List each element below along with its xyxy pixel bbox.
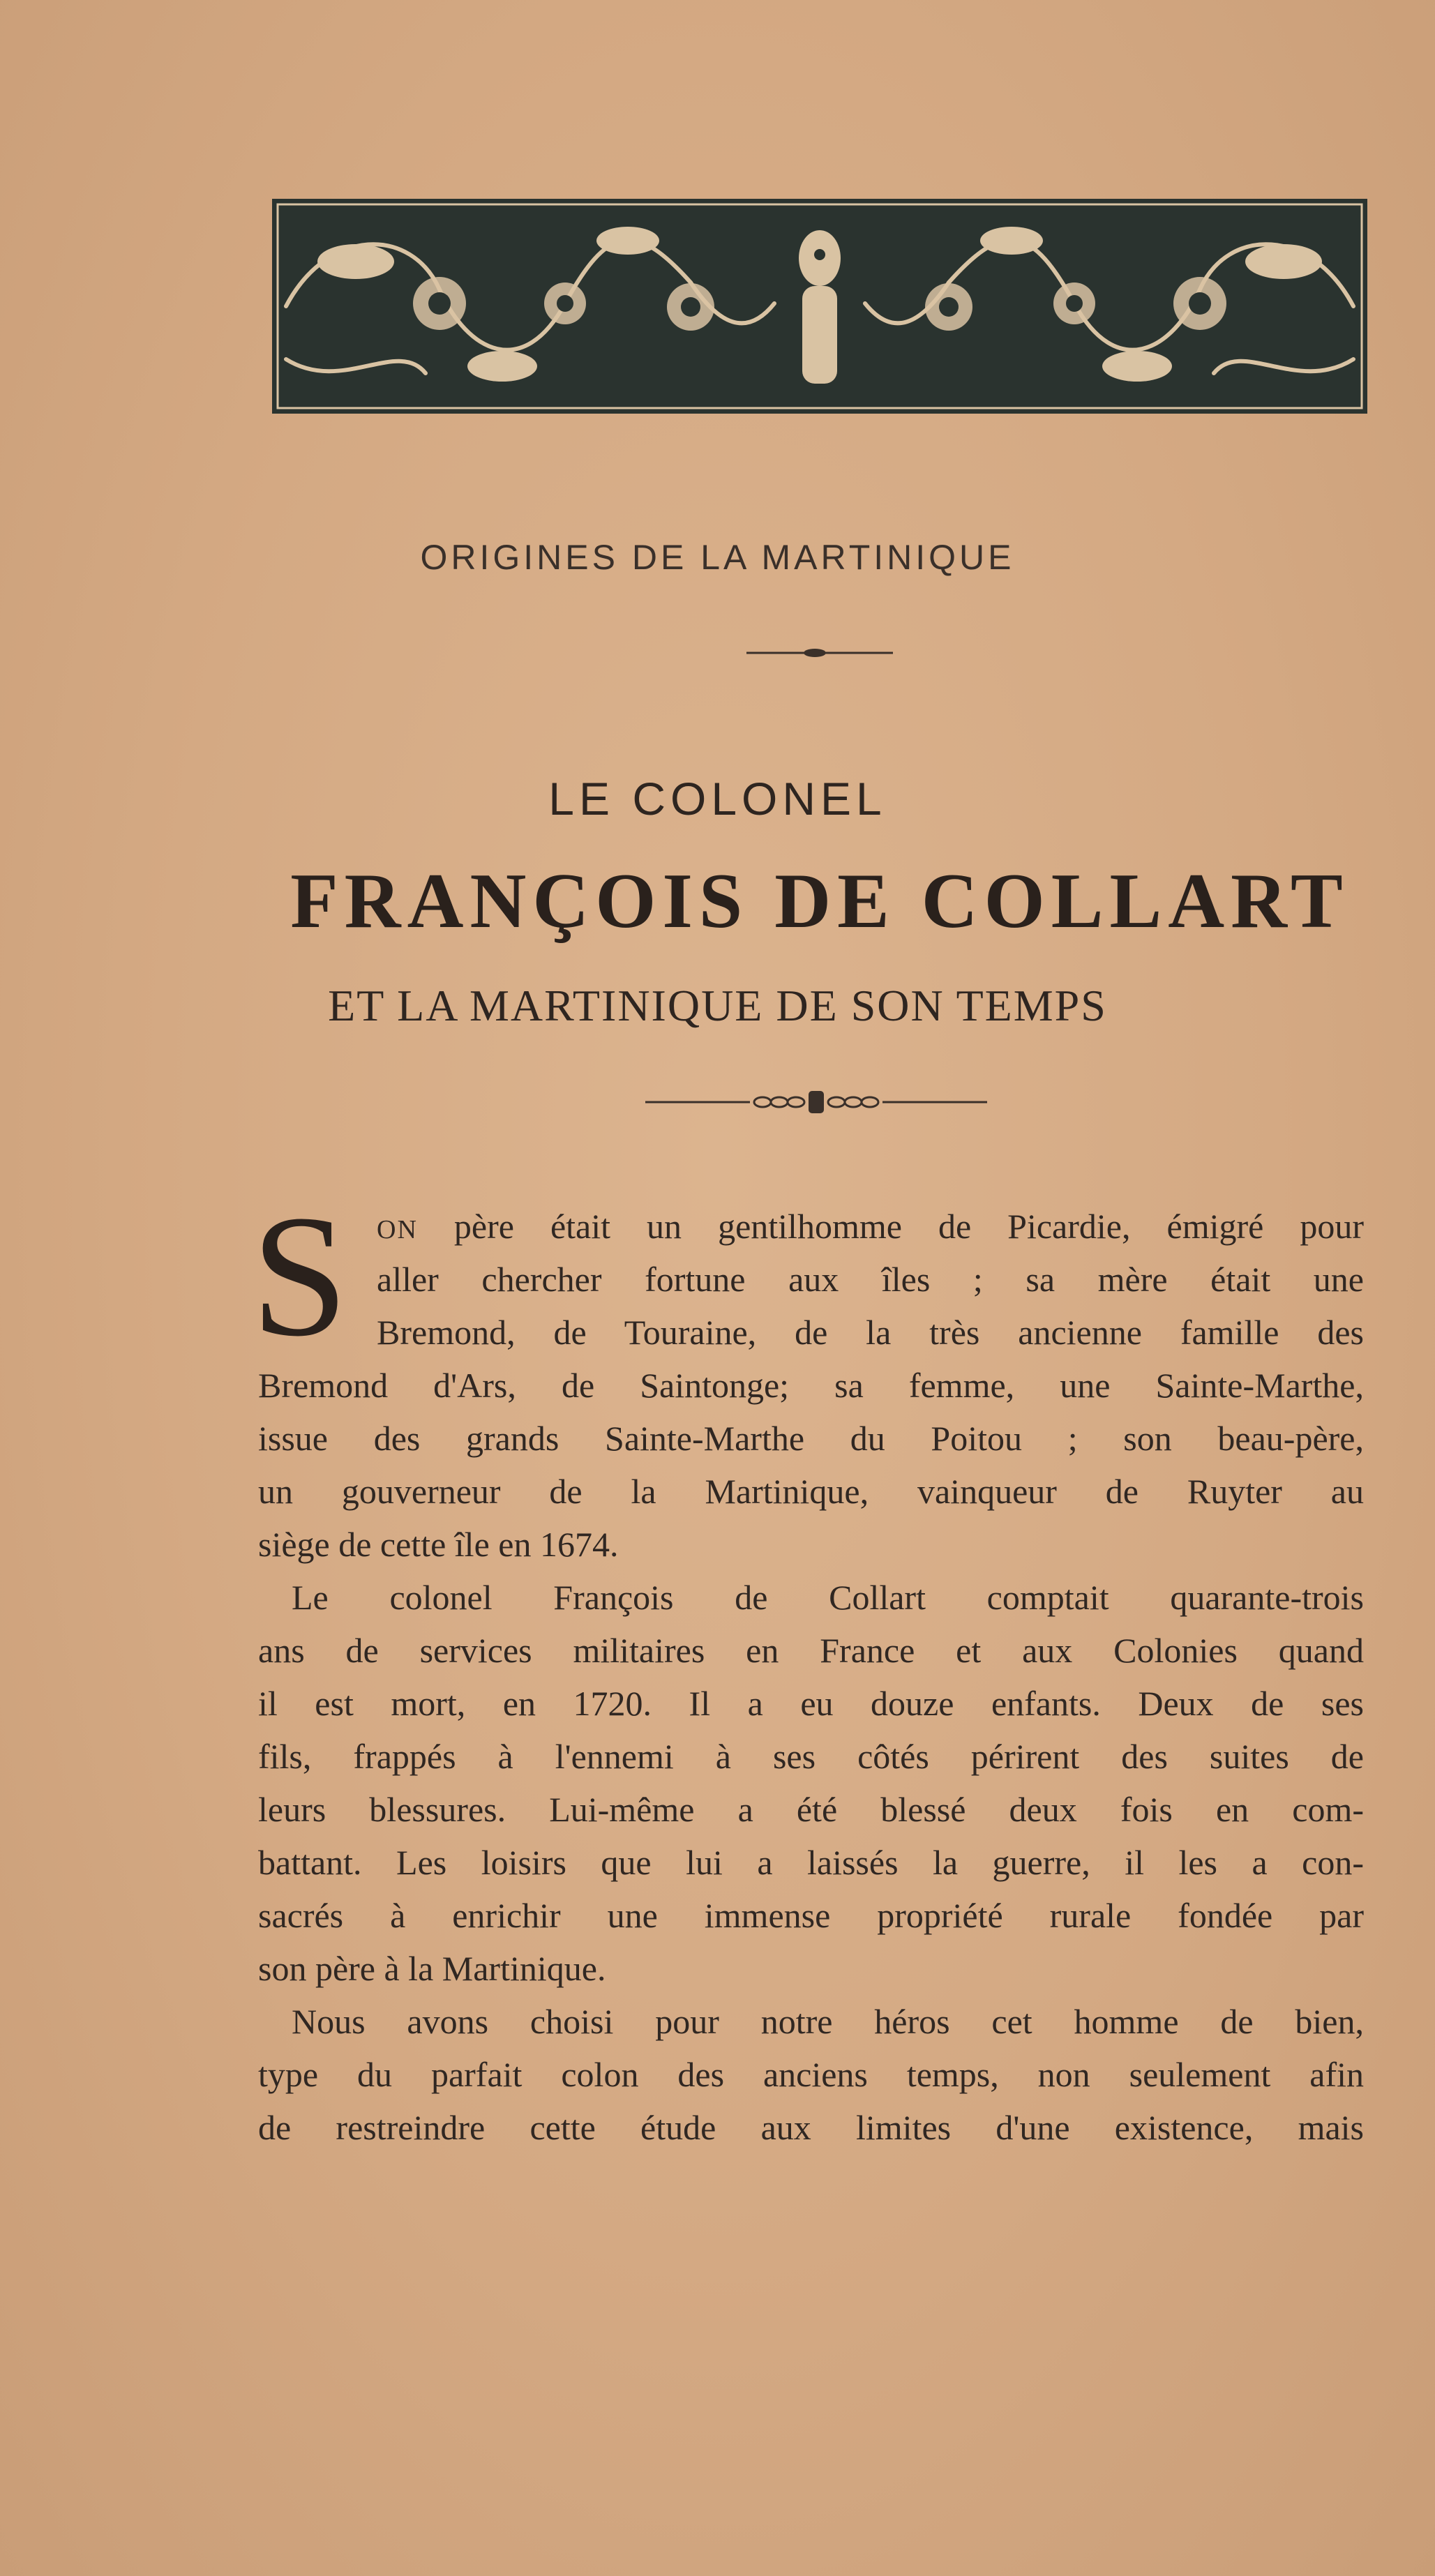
text-line: battant. Les loisirs que lui a laissés la guerre, il les a con- <box>258 1843 1364 1882</box>
text-line: ans de services militaires en France et aux Colonies quand <box>258 1631 1364 1670</box>
foliage-ornament-icon <box>272 199 1367 414</box>
title-main: FRANÇOIS DE COLLART <box>290 858 1349 944</box>
smallcaps-opening: ON <box>377 1215 418 1244</box>
text-line: Bremond, de Touraine, de la très ancienne famille des <box>377 1313 1364 1352</box>
ornate-divider-icon <box>645 1088 987 1116</box>
text-line: ON père était un gentilhomme de Picardie, émigré pour <box>377 1207 1364 1246</box>
text-line: aller chercher fortune aux îles ; sa mère était une <box>377 1260 1364 1299</box>
text-line: leurs blessures. Lui-même a été blessé deux fois en com- <box>258 1790 1364 1829</box>
text-line: type du parfait colon des anciens temps, non seulement afin <box>258 2055 1364 2094</box>
running-subject-heading: ORIGINES DE LA MARTINIQUE <box>420 538 1015 577</box>
text-line: Le colonel François de Collart comptait quarante-trois <box>292 1578 1364 1617</box>
text-line: fils, frappés à l'ennemi à ses côtés périrent des suites de <box>258 1737 1364 1776</box>
text-line: un gouverneur de la Martinique, vainqueur de Ruyter au <box>258 1472 1364 1511</box>
text-line: de restreindre cette étude aux limites d'une existence, mais <box>258 2108 1364 2147</box>
text-line: il est mort, en 1720. Il a eu douze enfants. Deux de ses <box>258 1684 1364 1723</box>
text-line: Bremond d'Ars, de Saintonge; sa femme, une Sainte-Marthe, <box>258 1366 1364 1405</box>
text-line: Nous avons choisi pour notre héros cet homme de bien, <box>292 2002 1364 2041</box>
text-line: sacrés à enrichir une immense propriété rurale fondée par <box>258 1896 1364 1935</box>
drop-cap: S <box>251 1180 349 1373</box>
text-line: issue des grands Sainte-Marthe du Poitou ; son beau-père, <box>258 1419 1364 1458</box>
small-divider-icon <box>746 645 893 661</box>
ornamental-headpiece <box>272 199 1367 414</box>
text-line: son père à la Martinique. <box>258 1949 606 1988</box>
title-line-1: LE COLONEL <box>548 773 887 824</box>
text-line: siège de cette île en 1674. <box>258 1525 619 1564</box>
title-subtitle: ET LA MARTINIQUE DE SON TEMPS <box>328 981 1107 1030</box>
body-text <box>251 1180 1364 2154</box>
